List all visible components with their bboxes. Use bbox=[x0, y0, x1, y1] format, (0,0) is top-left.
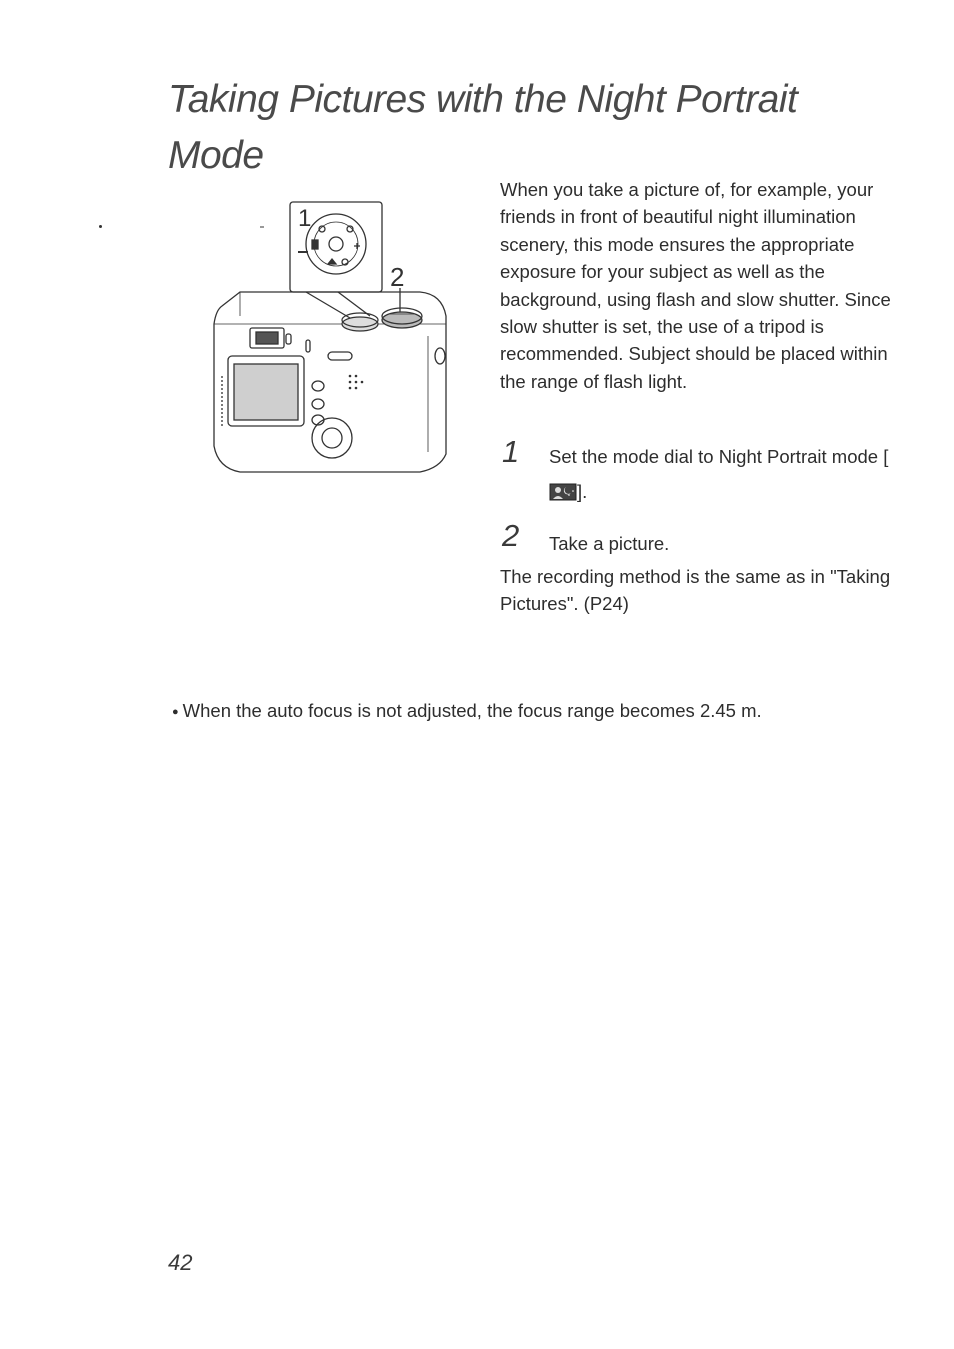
callout-2-label: 2 bbox=[390, 262, 405, 292]
footnote-bullet: ● bbox=[172, 706, 179, 718]
step-1-number: 1 bbox=[502, 434, 520, 469]
step-1-text-before: Set the mode dial to Night Portrait mode [ bbox=[549, 446, 889, 467]
intro-paragraph: When you take a picture of, for example, your friends in front of beautiful night illumination scenery, this mode ensures the appropriate exposure for your subject as well as the background, using flash and slow shutter. Since slow shutter is set, the use of a tripod is recommended. Subject should be placed within the range of flash light. bbox=[500, 179, 891, 392]
page-title: Taking Pictures with the Night Portrait Mode bbox=[168, 78, 798, 177]
footnote-text: When the auto focus is not adjusted, the focus range becomes 2.45 m. bbox=[182, 700, 762, 721]
scan-speck bbox=[99, 225, 102, 228]
step-2-text: Take a picture. bbox=[549, 533, 670, 554]
footnote bbox=[172, 697, 892, 726]
camera-mode-dial-illustration bbox=[210, 196, 460, 478]
callout-1-label: 1 bbox=[298, 205, 312, 232]
step-2-number: 2 bbox=[502, 518, 520, 553]
step-1-text-after: ]. bbox=[577, 481, 588, 502]
page-number: 42 bbox=[168, 1250, 193, 1275]
step-1-text bbox=[549, 439, 889, 509]
recording-method-note: The recording method is the same as in "Taking Pictures". (P24) bbox=[500, 566, 891, 615]
night-portrait-icon bbox=[549, 483, 577, 501]
